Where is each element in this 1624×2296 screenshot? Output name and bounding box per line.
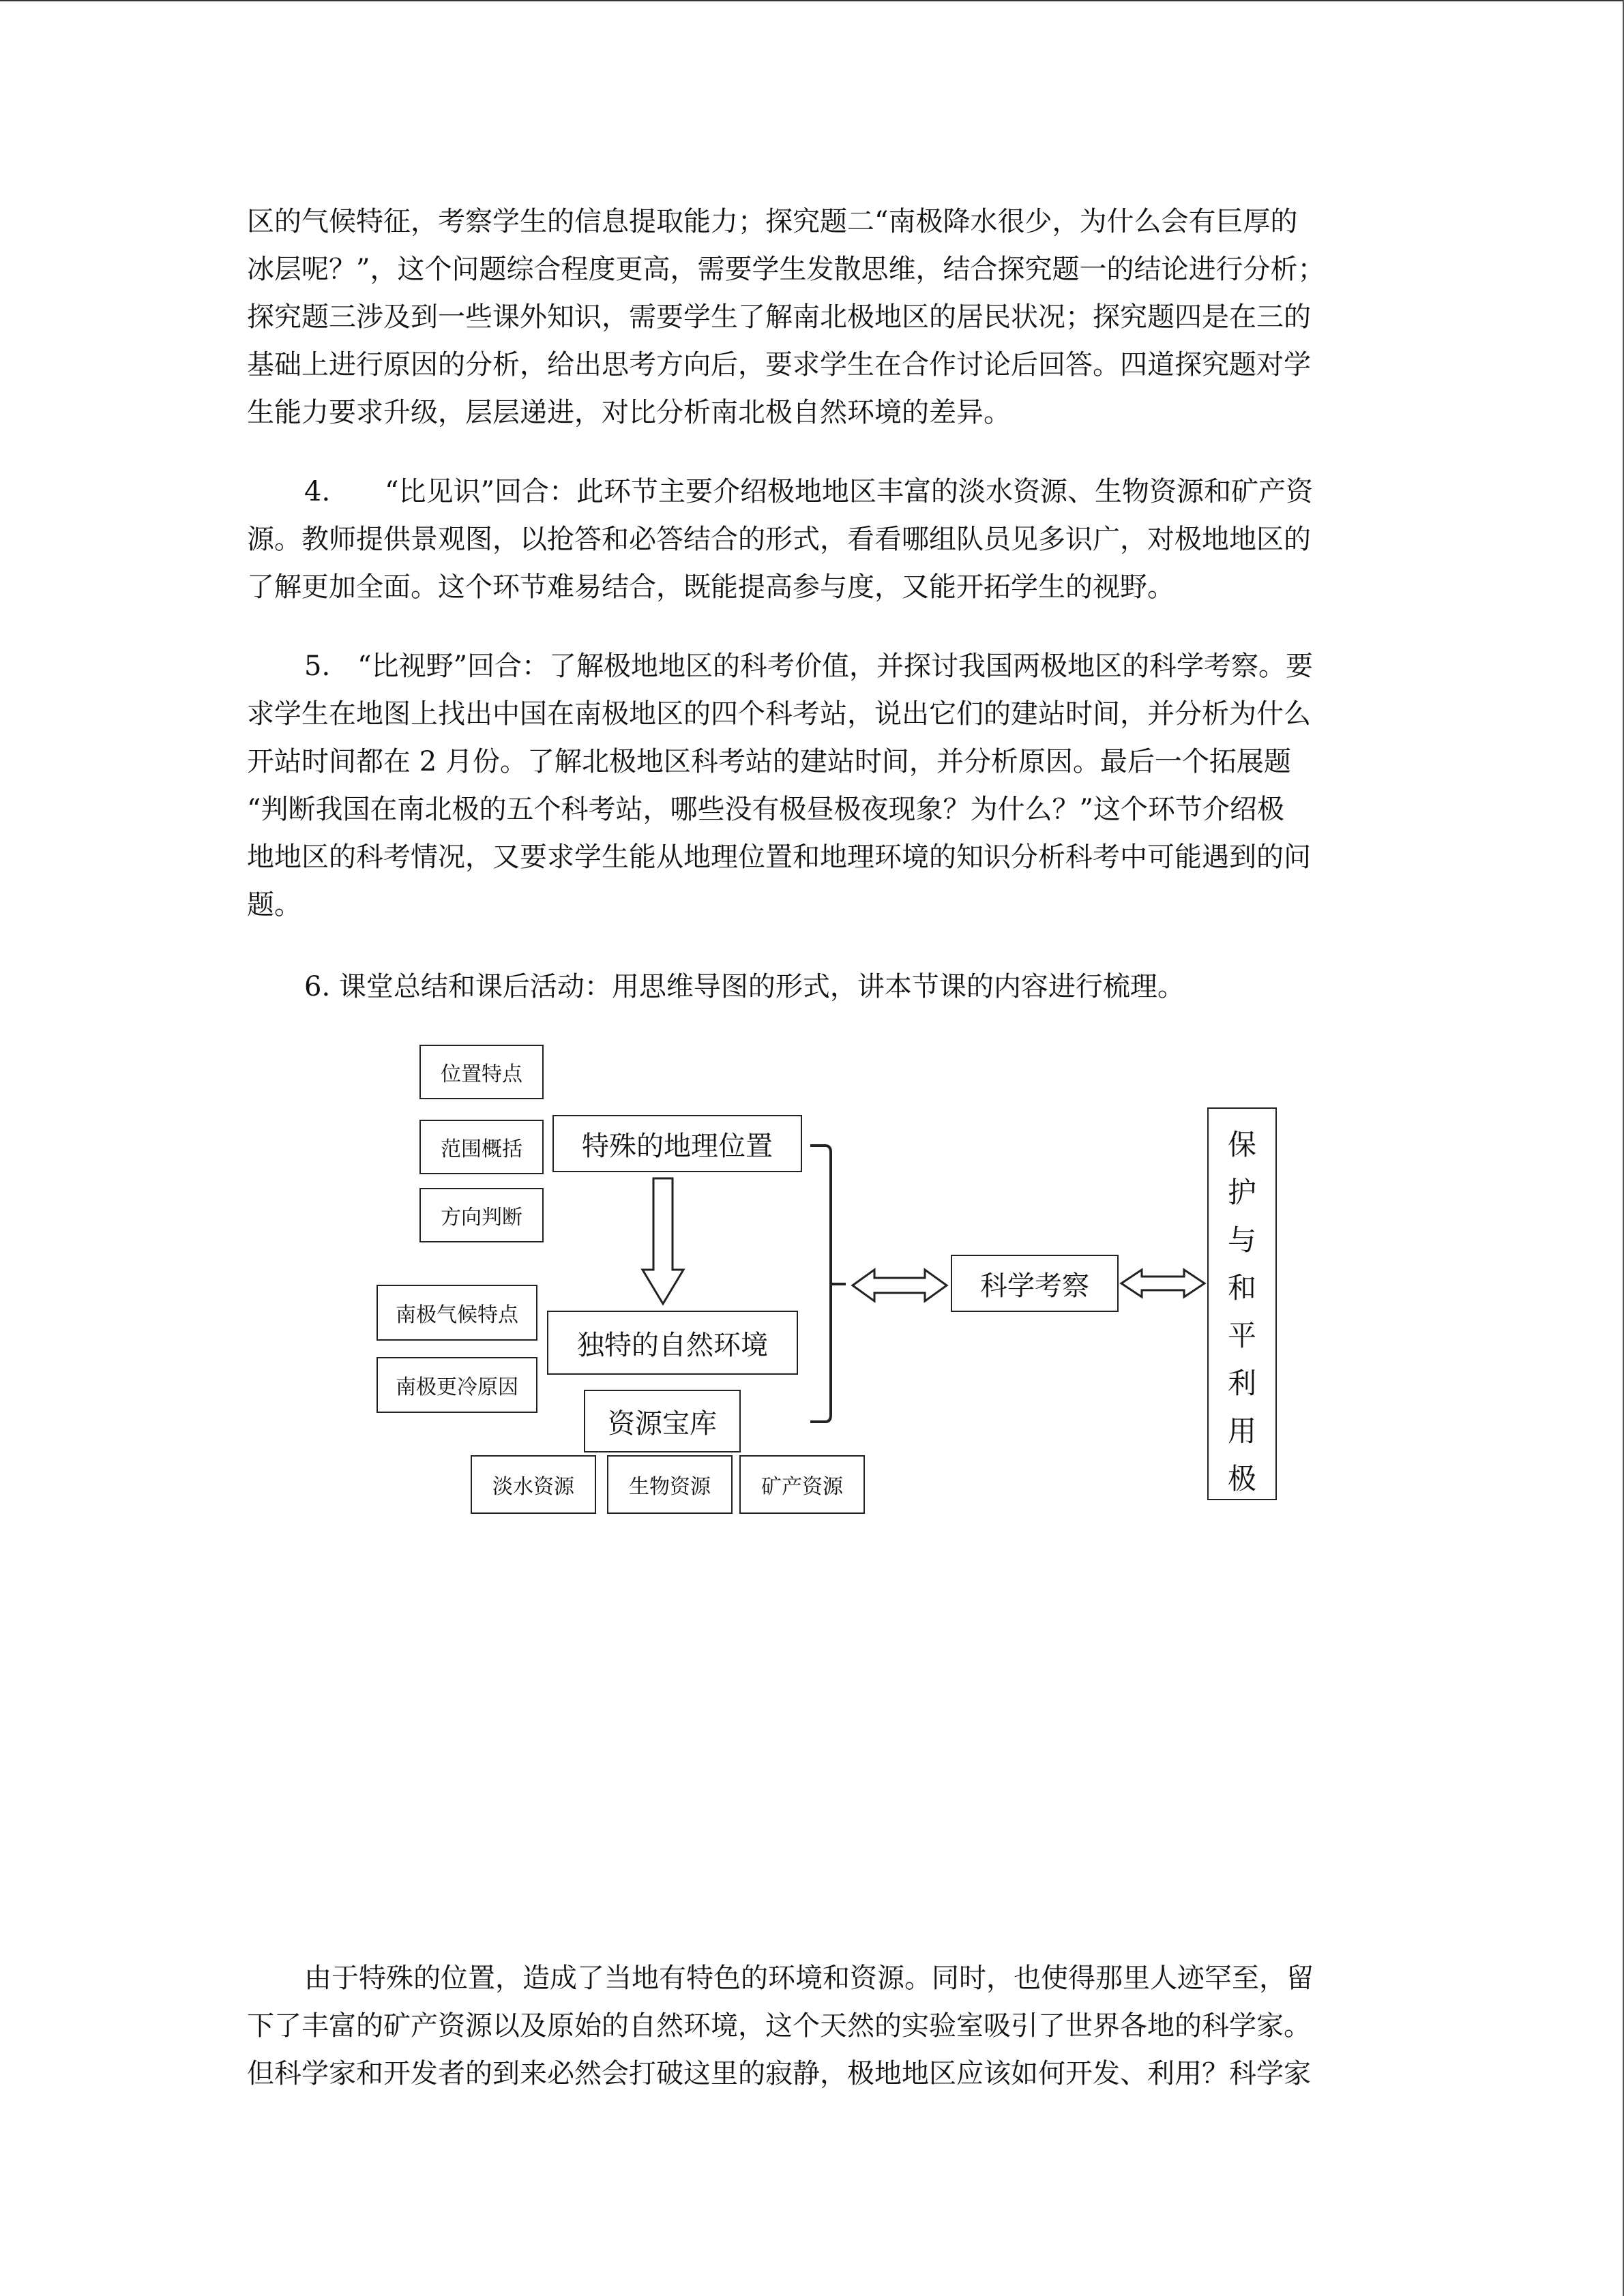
protect-char: 与 (1227, 1223, 1256, 1257)
protect-char: 保 (1227, 1128, 1256, 1161)
location-item-box (419, 1120, 544, 1174)
science-label: 科学考察 (980, 1270, 1089, 1302)
text-line: 冰层呢？”，这个问题综合程度更高，需要学生发散思维，结合探究题一的结论进行分析； (247, 254, 1325, 285)
resource-item-box (471, 1455, 596, 1514)
protect-box (1207, 1107, 1277, 1500)
double-arrow-icon (1121, 1270, 1205, 1297)
location-item-label: 位置特点 (441, 1062, 522, 1086)
protect-char: 平 (1227, 1319, 1256, 1352)
environment-item-label: 南极气候特点 (396, 1303, 518, 1327)
location-item-label: 方向判断 (441, 1206, 522, 1229)
environment-item-label: 南极更冷原因 (396, 1375, 518, 1399)
resources-title: 资源宝库 (608, 1407, 717, 1440)
text-line: 下了丰富的矿产资源以及原始的自然环境，这个天然的实验室吸引了世界各地的科学家。 (247, 2010, 1311, 2042)
protect-char: 利 (1227, 1367, 1256, 1400)
environment-title-box (547, 1311, 798, 1375)
resource-item-label: 淡水资源 (492, 1475, 574, 1499)
text-line: “判断我国在南北极的五个科考站，哪些没有极昼极夜现象？为什么？”这个环节介绍极 (247, 794, 1284, 825)
text-line: 基础上进行原因的分析，给出思考方向后，要求学生在合作讨论后回答。四道探究题对学 (247, 349, 1311, 381)
text-line: 4. “比见识”回合：此环节主要介绍极地地区丰富的淡水资源、生物资源和矿产资 (304, 476, 1314, 507)
text-line: 题。 (247, 889, 301, 921)
text-line: 探究题三涉及到一些课外知识，需要学生了解南北极地区的居民状况；探究题四是在三的 (247, 301, 1311, 333)
text-line: 区的气候特征，考察学生的信息提取能力；探究题二“南极降水很少，为什么会有巨厚的 (247, 206, 1298, 237)
environment-item-box (377, 1357, 537, 1413)
resource-item-box (607, 1455, 733, 1514)
protect-char: 用 (1227, 1414, 1256, 1448)
text-line: 生能力要求升级，层层递进，对比分析南北极自然环境的差异。 (247, 397, 1011, 428)
location-item-box (419, 1045, 544, 1099)
science-box (951, 1255, 1119, 1312)
text-line: 源。教师提供景观图，以抢答和必答结合的形式，看看哪组队员见多识广，对极地地区的 (247, 524, 1311, 555)
paragraph-conclusion (247, 1954, 1379, 2098)
location-title-box (552, 1115, 802, 1172)
protect-char: 极 (1227, 1462, 1256, 1495)
text-line: 5. “比视野”回合：了解极地地区的科考价值，并探讨我国两极地区的科学考察。要 (304, 651, 1314, 682)
resource-item-label: 生物资源 (629, 1475, 711, 1499)
resource-item-box (739, 1455, 865, 1514)
text-line: 开站时间都在 2 月份。了解北极地区科考站的建站时间，并分析原因。最后一个拓展题 (247, 746, 1291, 777)
text-line: 但科学家和开发者的到来必然会打破这里的寂静，极地地区应该如何开发、利用？科学家 (247, 2058, 1311, 2089)
location-item-box (419, 1188, 544, 1242)
text-line: 求学生在地图上找出中国在南极地区的四个科考站，说出它们的建站时间，并分析为什么 (247, 698, 1311, 730)
text-line: 地地区的科考情况，又要求学生能从地理位置和地理环境的知识分析科考中可能遇到的问 (247, 841, 1311, 873)
resources-title-box (584, 1390, 741, 1452)
text-line: 由于特殊的位置，造成了当地有特色的环境和资源。同时，也使得那里人迹罕至，留 (304, 1963, 1314, 1994)
text-line: 6. 课堂总结和课后活动：用思维导图的形式，讲本节课的内容进行梳理。 (304, 971, 1185, 1002)
double-arrow-icon (853, 1270, 947, 1301)
resource-item-label: 矿产资源 (761, 1475, 843, 1499)
environment-title: 独特的自然环境 (577, 1329, 768, 1361)
environment-item-box (377, 1285, 537, 1341)
down-arrow-icon (643, 1178, 683, 1304)
location-item-label: 范围概括 (441, 1137, 522, 1161)
bracket (810, 1146, 831, 1422)
protect-char: 和 (1227, 1271, 1256, 1304)
text-line: 了解更加全面。这个环节难易结合，既能提高参与度，又能开拓学生的视野。 (247, 571, 1175, 603)
protect-char: 护 (1227, 1176, 1256, 1209)
location-title: 特殊的地理位置 (582, 1130, 773, 1162)
